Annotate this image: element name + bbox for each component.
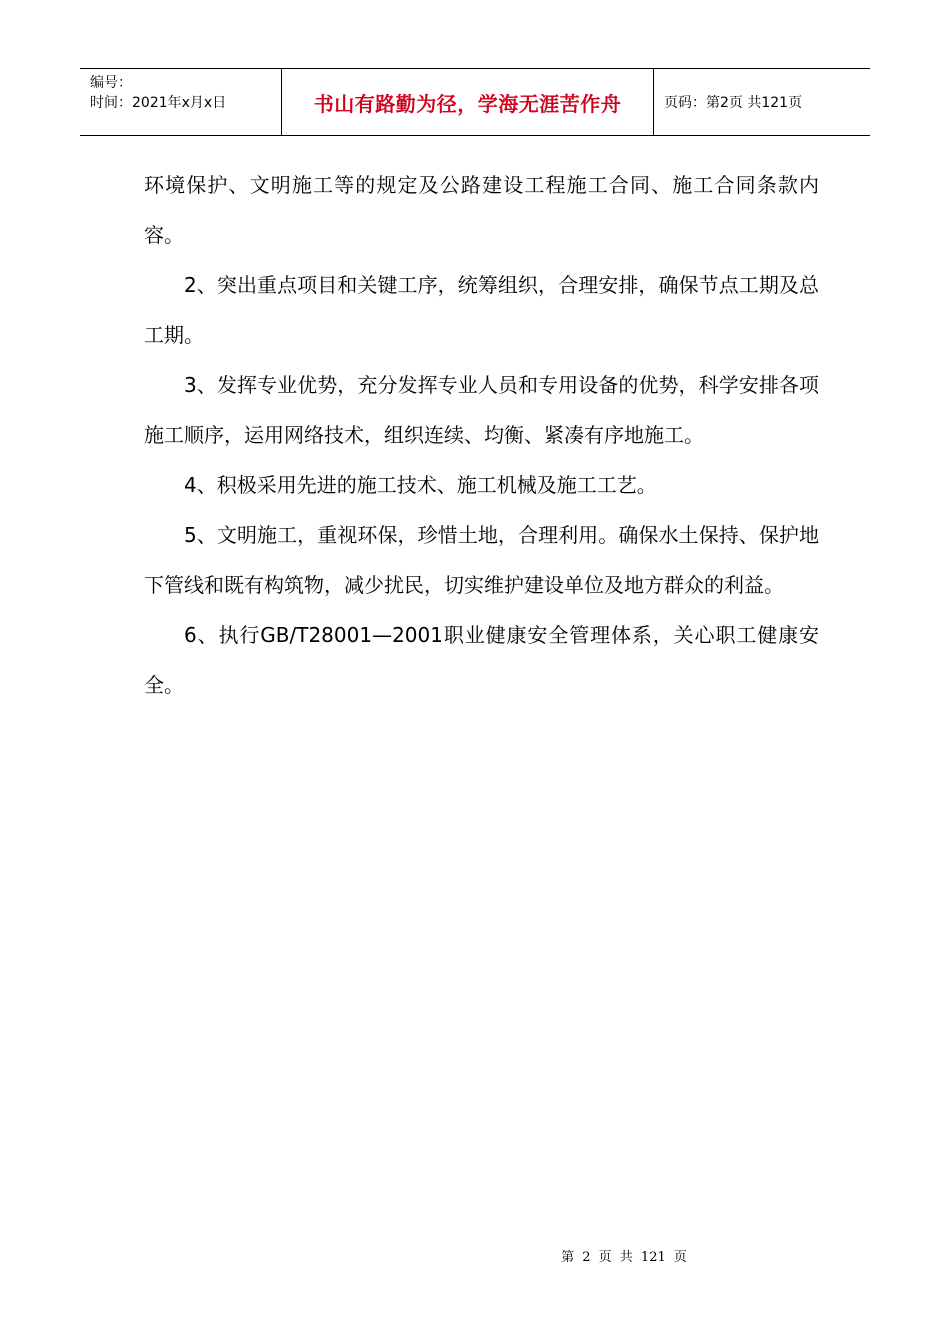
paragraph-6: 6、执行GB/T28001—2001职业健康安全管理体系，关心职工健康安全。 [144, 623, 819, 697]
paragraph-2: 2、突出重点项目和关键工序，统筹组织，合理安排，确保节点工期及总工期。 [144, 273, 819, 347]
footer-page-number: 第 2 页 共 121 页 [561, 1250, 687, 1265]
header-page-cell [654, 69, 870, 135]
header-meta-cell [80, 69, 282, 135]
page-header [80, 68, 870, 136]
document-date: 时间：2021年x月x日 [90, 95, 227, 111]
header-motto: 书山有路勤为径，学海无涯苦作舟 [313, 91, 622, 116]
document-number-label: 编号： [90, 75, 132, 91]
document-body [144, 160, 819, 710]
header-page-info: 页码：第2页 共121页 [664, 95, 803, 111]
paragraph-4: 4、积极采用先进的施工技术、施工机械及施工工艺。 [184, 473, 657, 497]
paragraph-3: 3、发挥专业优势，充分发挥专业人员和专用设备的优势，科学安排各项施工顺序，运用网络技术，组织连续、均衡、紧凑有序地施工。 [144, 373, 819, 447]
header-motto-cell [282, 69, 654, 135]
paragraph-continuation: 环境保护、文明施工等的规定及公路建设工程施工合同、施工合同条款内容。 [144, 173, 819, 247]
paragraph-5: 5、文明施工，重视环保，珍惜土地，合理利用。确保水土保持、保护地下管线和既有构筑物，减少扰民，切实维护建设单位及地方群众的利益。 [144, 523, 819, 597]
page-footer [0, 1246, 950, 1265]
